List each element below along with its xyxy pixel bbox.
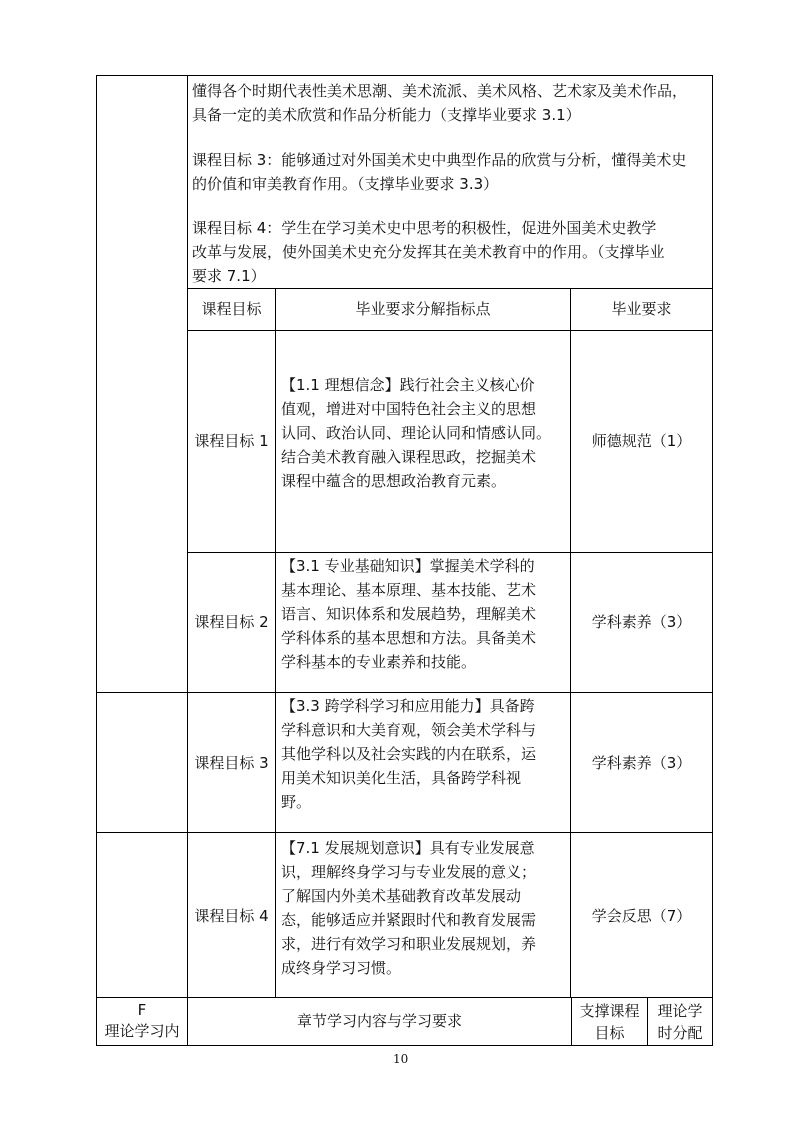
hours-header-line: 理论学 (657, 1002, 703, 1020)
support-header-line: 目标 (594, 1024, 625, 1042)
rule-row2-bottom (96, 692, 713, 693)
header-objective: 课程目标 (201, 300, 262, 318)
objectives-line: 课程目标 3：能够通过对外国美术史中典型作品的欣赏与分析，懂得美术史 (192, 151, 687, 169)
rule-row4-bottom (96, 997, 713, 998)
hours-header (648, 1000, 712, 1044)
section-title: 理论学习内 (104, 1022, 180, 1040)
indicator-line: 【3.3 跨学科学习和应用能力】具备跨 (281, 697, 535, 715)
rule-bottom (96, 1045, 713, 1046)
rule-top (96, 75, 713, 76)
rule-row1-bottom (187, 552, 713, 553)
row4-requirement: 学会反思（7） (591, 907, 692, 925)
indicator-line: 学科意识和大美育观，领会美术学科与 (281, 721, 537, 739)
indicator-line: 用美术知识美化生活，具备跨学科视 (281, 769, 522, 787)
indicator-line: 学科体系的基本思想和方法。具备美术 (281, 629, 537, 647)
row4-objective: 课程目标 4 (194, 907, 269, 925)
row1-objective: 课程目标 1 (194, 432, 269, 450)
indicator-line: 【1.1 理想信念】践行社会主义核心价 (281, 376, 535, 394)
objectives-line: 改革与发展，使外国美术史充分发挥其在美术教育中的作用。（支撑毕业 (192, 243, 665, 261)
rule-col-a (187, 75, 188, 1046)
objectives-line: 懂得各个时期代表性美术思潮、美术流派、美术风格、艺术家及美术作品， (192, 82, 688, 100)
indicator-line: 语言、知识体系和发展趋势，理解美术 (281, 605, 537, 623)
support-header-line: 支撑课程 (579, 1002, 640, 1020)
indicator-line: 结合美术教育融入课程思政，挖掘美术 (281, 448, 537, 466)
indicator-line: 求，进行有效学习和职业发展规划，养 (281, 935, 537, 953)
row1-requirement: 师德规范（1） (591, 432, 692, 450)
indicator-line: 认同、政治认同、理论认同和情感认同。 (281, 424, 552, 442)
indicator-line: 其他学科以及社会实践的内在联系，运 (281, 745, 537, 763)
rule-right (712, 75, 713, 1046)
indicator-line: 识，理解终身学习与专业发展的意义； (281, 863, 537, 881)
row2-indicator (281, 554, 536, 674)
support-objective-header (572, 1000, 647, 1044)
header-indicator: 毕业要求分解指标点 (355, 300, 491, 318)
objectives-paragraph-1 (192, 79, 687, 127)
objectives-paragraph-2 (192, 148, 686, 196)
row2-requirement: 学科素养（3） (591, 613, 692, 631)
page-number: 10 (393, 1052, 409, 1066)
row1-indicator (281, 373, 551, 493)
indicator-line: 了解国内外美术基础教育改革发展动 (281, 887, 522, 905)
content-header: 章节学习内容与学习要求 (296, 1012, 462, 1030)
rule-left (96, 75, 97, 1046)
rule-col-c (570, 288, 571, 997)
hours-header-line: 时分配 (657, 1024, 703, 1042)
rule-header-bottom (187, 330, 713, 331)
rule-col-b (275, 288, 276, 997)
row3-requirement: 学科素养（3） (591, 754, 692, 772)
row3-indicator (281, 694, 536, 814)
row3-objective: 课程目标 3 (194, 754, 269, 772)
objectives-line: 课程目标 4：学生在学习美术史中思考的积极性，促进外国美术史教学 (192, 219, 657, 237)
section-letter: F (137, 1001, 147, 1019)
indicator-line: 基本理论、基本原理、基本技能、艺术 (281, 581, 537, 599)
header-requirement: 毕业要求 (611, 300, 672, 318)
section-label (97, 1000, 187, 1042)
objectives-line: 要求 7.1） (192, 267, 266, 285)
indicator-line: 态，能够适应并紧跟时代和教育发展需 (281, 911, 537, 929)
indicator-line: 课程中蕴含的思想政治教育元素。 (281, 472, 507, 490)
row2-objective: 课程目标 2 (194, 613, 269, 631)
indicator-line: 成终身学习习惯。 (281, 959, 402, 977)
indicator-line: 【7.1 发展规划意识】具有专业发展意 (281, 839, 535, 857)
indicator-line: 值观，增进对中国特色社会主义的思想 (281, 400, 537, 418)
objectives-line: 的价值和审美教育作用。（支撑毕业要求 3.3） (192, 175, 499, 193)
rule-header-top (187, 288, 713, 289)
objectives-line: 具备一定的美术欣赏和作品分析能力（支撑毕业要求 3.1） (192, 106, 581, 124)
objectives-paragraph-3 (192, 216, 665, 288)
indicator-line: 学科基本的专业素养和技能。 (281, 653, 477, 671)
rule-row3-bottom (96, 832, 713, 833)
indicator-line: 【3.1 专业基础知识】掌握美术学科的 (281, 557, 535, 575)
row4-indicator (281, 836, 536, 980)
indicator-line: 野。 (281, 793, 312, 811)
